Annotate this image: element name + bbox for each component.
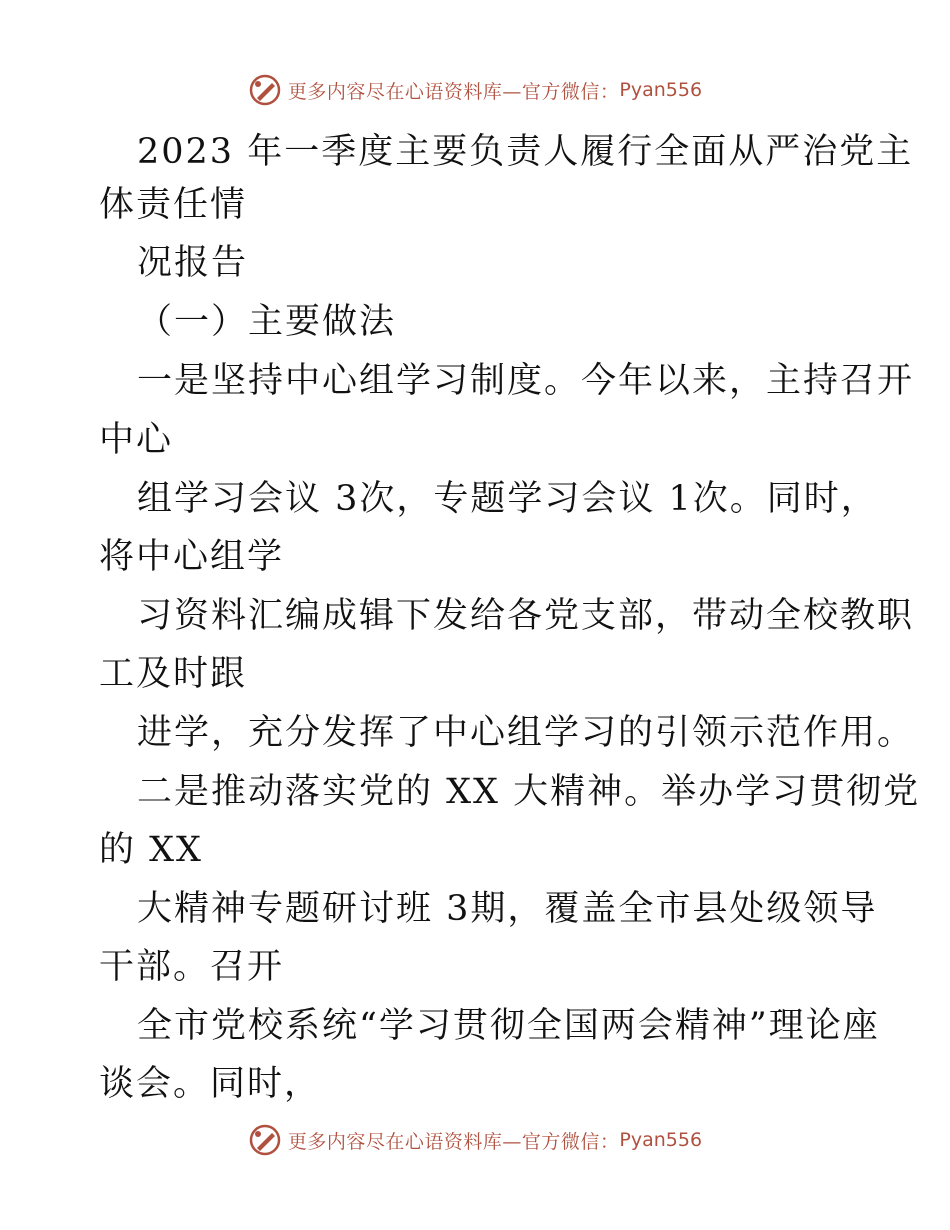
text-line: 干部。召开 [99, 947, 285, 987]
watermark-wechat-id: Pyan556 [619, 1129, 703, 1151]
text-line: 全市党校系统“学习贯彻全国两会精神”理论座 [137, 1006, 880, 1046]
text-line: 2023 年一季度主要负责人履行全面从严治党主 [137, 132, 914, 172]
watermark-wechat-id: Pyan556 [619, 79, 703, 101]
text-line: 中心 [99, 420, 174, 460]
text-line: 进学，充分发挥了中心组学习的引领示范作用。 [137, 713, 915, 753]
header-watermark [0, 70, 950, 110]
footer-watermark [0, 1120, 950, 1160]
text-line: 谈会。同时， [99, 1064, 322, 1104]
pen-logo-icon [248, 73, 282, 107]
text-line: 工及时跟 [99, 654, 248, 694]
section-heading: （一）主要做法 [137, 302, 397, 342]
text-line: 二是推动落实党的 XX 大精神。举办学习贯彻党 [137, 772, 921, 812]
text-line: 习资料汇编成辑下发给各党支部，带动全校教职 [137, 596, 915, 636]
text-line: 将中心组学 [99, 537, 285, 577]
text-line: 体责任情 [99, 185, 248, 225]
text-line: 大精神专题研讨班 3期，覆盖全市县处级领导 [137, 889, 878, 929]
watermark-text: 更多内容尽在心语资料库—官方微信： [287, 1130, 620, 1153]
pen-logo-icon [248, 1123, 282, 1157]
text-line: 一是坚持中心组学习制度。今年以来，主持召开 [137, 361, 915, 401]
text-line: 组学习会议 3次，专题学习会议 1次。同时， [137, 479, 878, 519]
watermark-text: 更多内容尽在心语资料库—官方微信： [287, 80, 620, 103]
text-line: 的 XX [99, 830, 203, 870]
text-line: 况报告 [137, 243, 249, 283]
